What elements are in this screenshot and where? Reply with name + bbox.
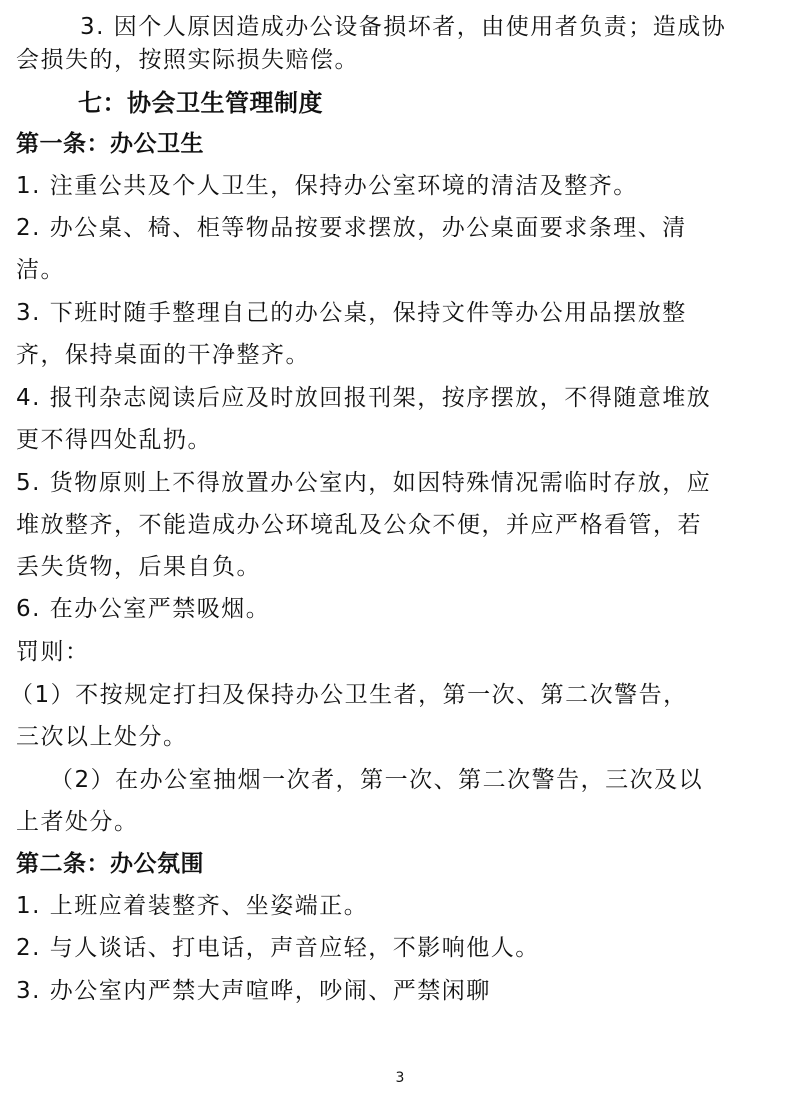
paragraph-line: 3. 因个人原因造成办公设备损坏者，由使用者负责；造成协 [80,14,727,40]
section-title: 七：协会卫生管理制度 [78,89,323,117]
paragraph-line: 齐，保持桌面的干净整齐。 [16,342,310,368]
paragraph-line: 2. 办公桌、椅、柜等物品按要求摆放，办公桌面要求条理、清 [16,215,687,241]
page-number: 3 [395,1070,405,1086]
paragraph-line: 4. 报刊杂志阅读后应及时放回报刊架，按序摆放，不得随意堆放 [16,385,712,411]
paragraph-line: 3. 办公室内严禁大声喧哗，吵闹、严禁闲聊 [16,978,491,1004]
paragraph-line: （2）在办公室抽烟一次者，第一次、第二次警告，三次及以 [50,767,704,793]
article-heading: 第一条：办公卫生 [16,131,204,157]
paragraph-line: 丢失货物，后果自负。 [16,554,261,580]
paragraph-line: 1. 上班应着装整齐、坐姿端正。 [16,893,369,919]
paragraph-line: 更不得四处乱扔。 [16,427,212,453]
paragraph-line: 上者处分。 [16,809,139,835]
paragraph-line: 洁。 [16,257,65,283]
paragraph-line: 3. 下班时随手整理自己的办公桌，保持文件等办公用品摆放整 [16,300,687,326]
paragraph-line: 6. 在办公室严禁吸烟。 [16,596,271,622]
paragraph-line: 三次以上处分。 [16,724,188,750]
paragraph-line: 2. 与人谈话、打电话，声音应轻，不影响他人。 [16,935,540,961]
paragraph-line: 罚则： [16,639,90,665]
paragraph-line: 5. 货物原则上不得放置办公室内，如因特殊情况需临时存放，应 [16,470,712,496]
paragraph-line: （1）不按规定打扫及保持办公卫生者，第一次、第二次警告， [10,682,688,708]
paragraph-line: 1. 注重公共及个人卫生，保持办公室环境的清洁及整齐。 [16,173,638,199]
paragraph-line: 堆放整齐，不能造成办公环境乱及公众不便，并应严格看管，若 [16,512,702,538]
article-heading: 第二条：办公氛围 [16,851,204,877]
paragraph-line: 会损失的，按照实际损失赔偿。 [16,47,359,73]
